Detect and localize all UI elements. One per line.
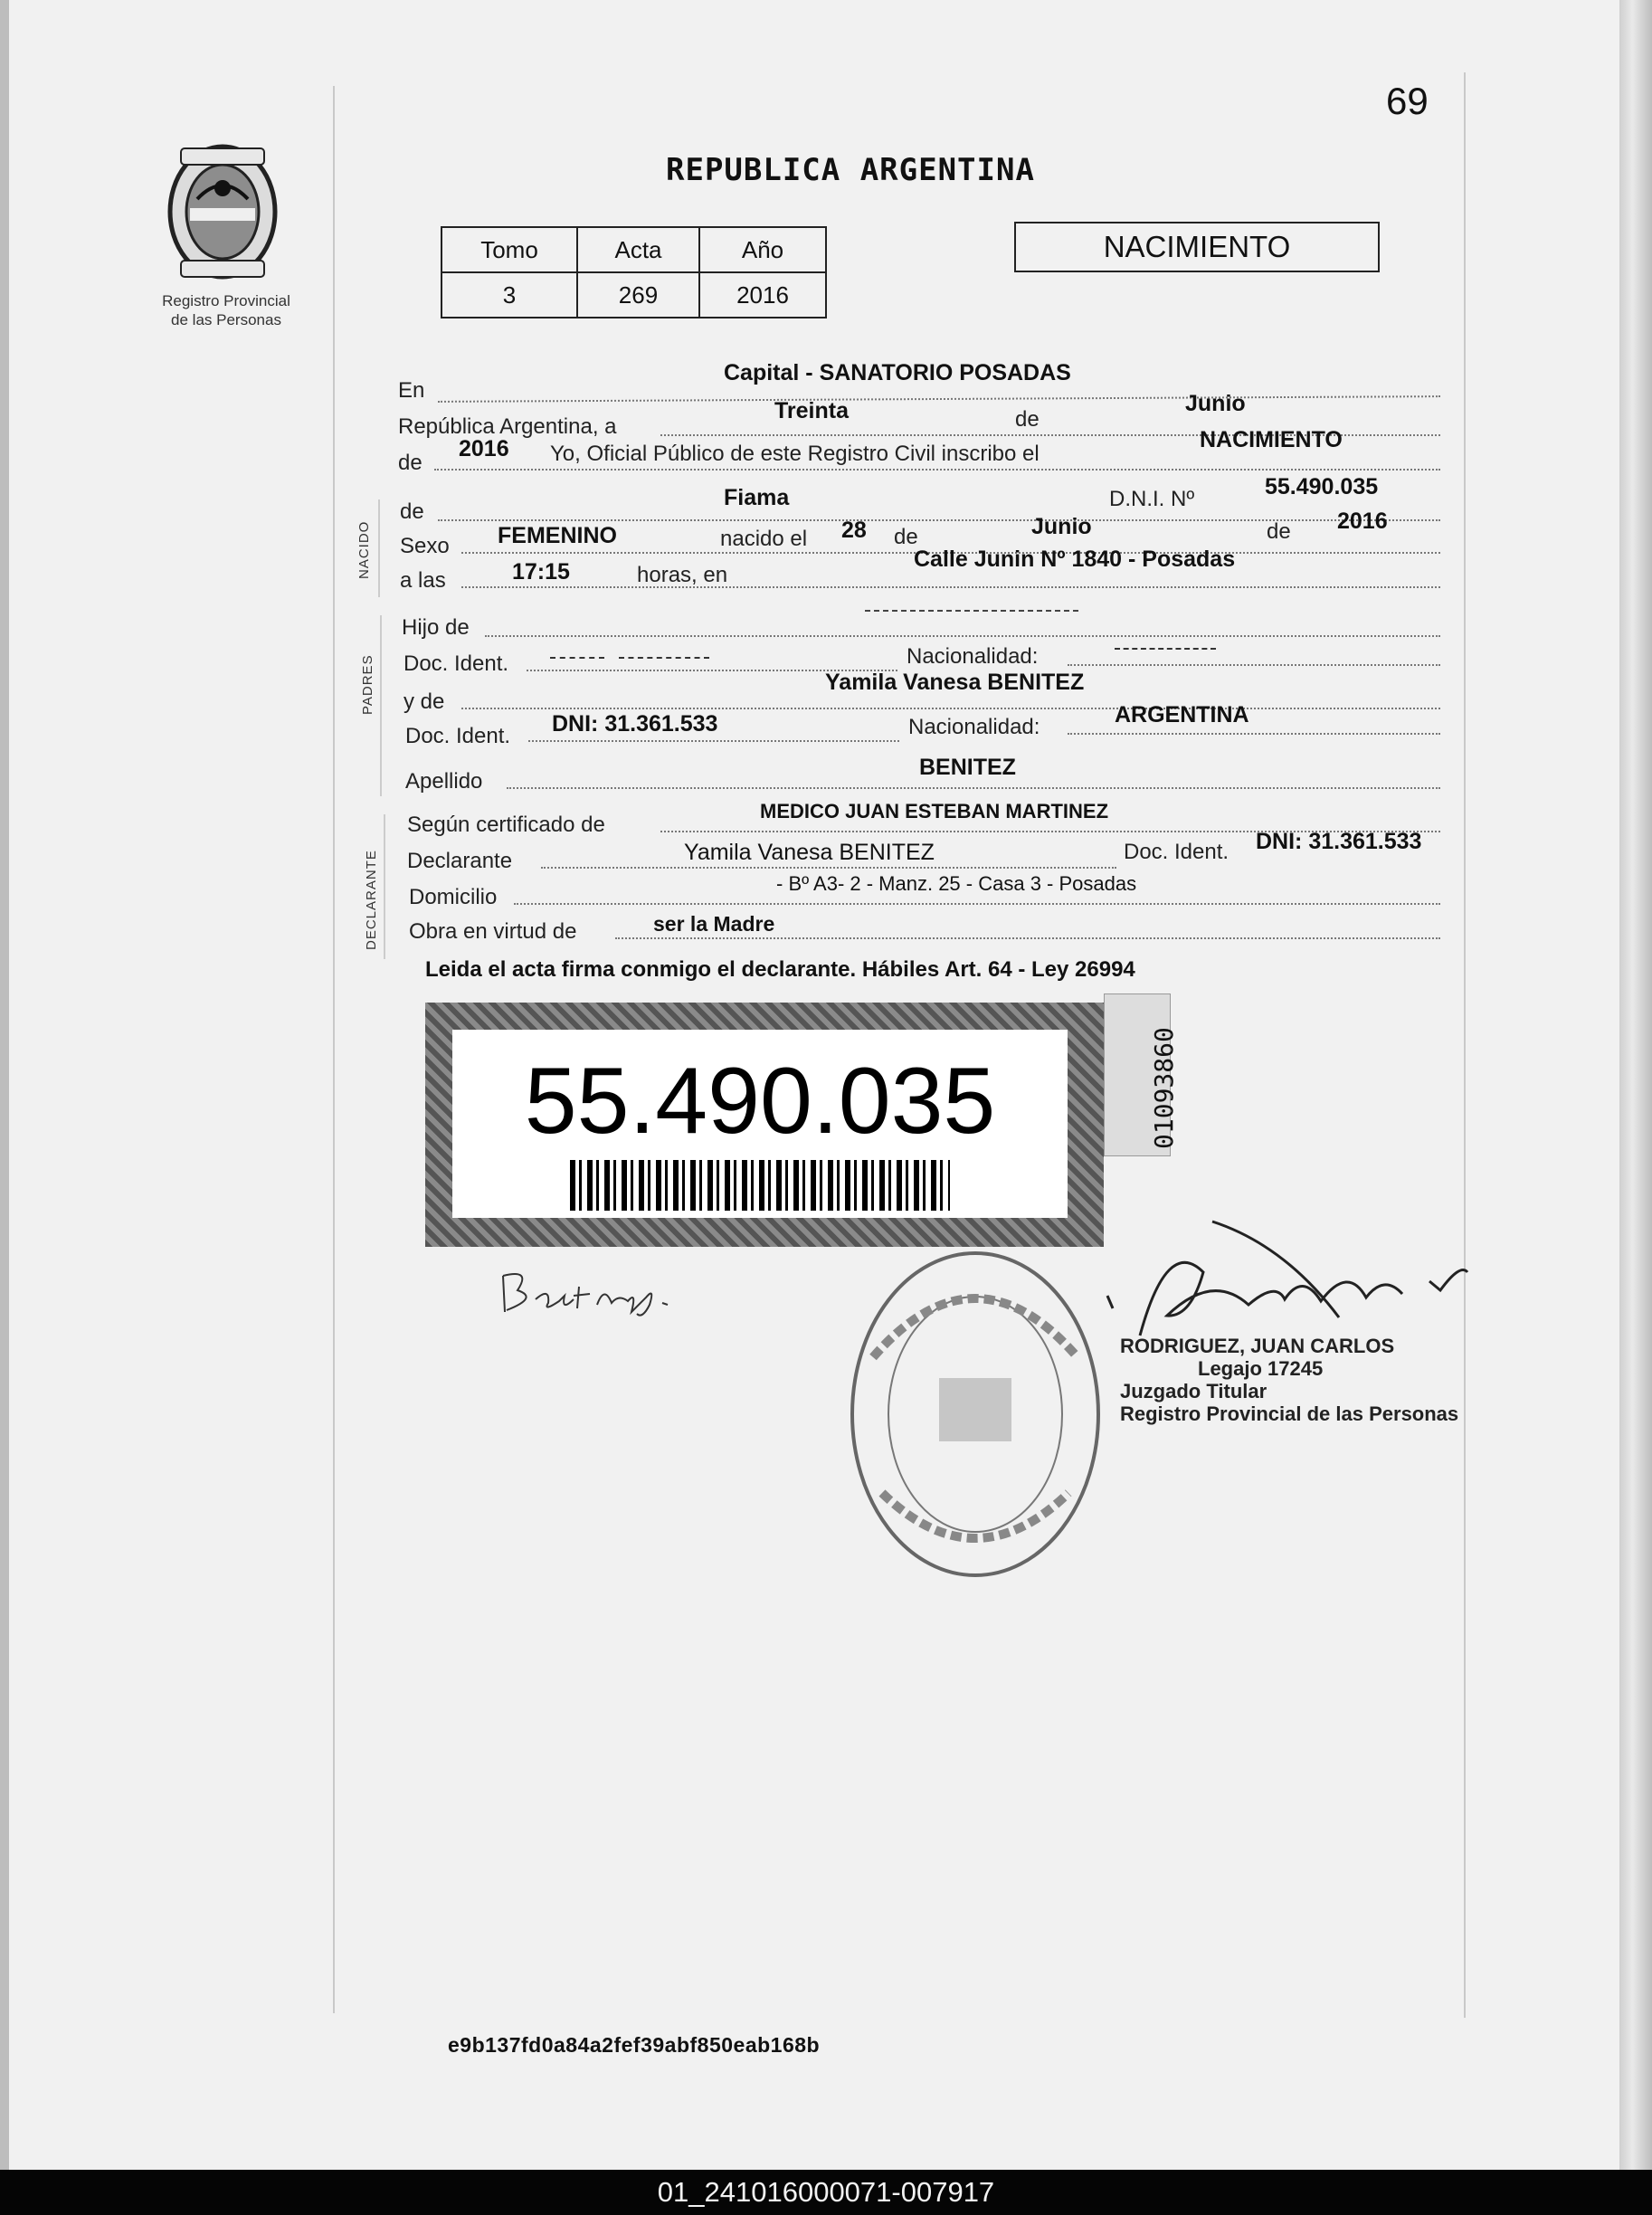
tomo-value: 3 [441,272,577,318]
side-rule-padres [380,615,382,796]
apellido-label: Apellido [405,769,483,794]
acta-value: 269 [577,272,699,318]
declarante-doc: DNI: 31.361.533 [1256,829,1422,854]
obra-label: Obra en virtud de [409,919,577,944]
tomo-header: Tomo [441,227,577,272]
official-legajo: Legajo 17245 [1198,1357,1324,1380]
side-rule-nacido [378,499,380,597]
sticker-serial: 01093860 [1149,1027,1179,1149]
obra-line [615,937,1440,939]
father-line [485,635,1440,637]
certificado-label: Según certificado de [407,813,605,837]
declarant-signature [496,1260,677,1319]
hijo-label: Hijo de [402,615,470,640]
official-signature [1104,1218,1484,1354]
day-text: Treinta [774,398,849,423]
official-name: RODRIGUEZ, JUAN CARLOS [1120,1335,1395,1357]
birth-place: Calle Junin Nº 1840 - Posadas [914,547,1236,572]
inscribe-line [434,469,1440,471]
father-nationality-label: Nacionalidad: [907,644,1039,669]
page-number: 69 [1386,80,1429,122]
left-margin-line [333,86,335,2013]
closing-statement: Leida el acta firma conmigo el declarante. Hábiles Art. 64 - Ley 26994 [425,957,1135,982]
anio-header: Año [699,227,826,272]
republica-label: República Argentina, a [398,414,617,439]
time-line [461,586,1440,588]
mother-name: Yamila Vanesa BENITEZ [825,670,1085,695]
official-block [1120,1335,1458,1425]
father-blank [865,610,1078,612]
mother-nationality-label: Nacionalidad: [908,715,1040,739]
de-label-3: de [400,499,424,524]
right-margin-line [1464,72,1466,2018]
declarante-name: Yamila Vanesa BENITEZ [684,840,935,865]
birth-day: 28 [841,518,867,543]
certificado-value: MEDICO JUAN ESTEBAN MARTINEZ [760,800,1109,822]
side-label-padres: PADRES [360,654,375,715]
en-label: En [398,378,425,403]
father-doc-blank-1 [550,657,604,659]
domicilio-line [514,903,1440,905]
record-type-box: NACIMIENTO [1014,222,1380,272]
nacido-label: nacido el [720,527,808,551]
horas-label: horas, en [637,563,728,587]
father-nationality-line [1068,664,1440,666]
apellido-value: BENITEZ [919,755,1016,780]
declarante-line [541,867,1116,869]
y-de-label: y de [404,689,445,714]
declarante-doc-label: Doc. Ident. [1124,840,1230,864]
logo-caption-line1: Registro Provincial [162,292,290,309]
domicilio-value: - Bº A3- 2 - Manz. 25 - Casa 3 - Posadas [776,872,1137,895]
domicilio-label: Domicilio [409,885,498,909]
mother-line [461,708,1440,709]
side-label-nacido: NACIDO [356,520,372,579]
birth-month: Junio [1031,514,1092,539]
yo-text: Yo, Oficial Público de este Registro Civil inscribo el [550,442,1040,466]
child-dni: 55.490.035 [1265,474,1379,499]
declarante-label: Declarante [407,849,513,873]
inscribo-value: NACIMIENTO [1200,427,1343,452]
obra-value: ser la Madre [653,912,775,936]
de-label: de [1015,407,1040,432]
mother-nationality-line [1068,733,1440,735]
child-name: Fiama [724,485,790,510]
birth-year: 2016 [1337,509,1388,534]
de-label-4: de [894,525,918,549]
dni-label: D.N.I. Nº [1109,487,1195,511]
official-seal [846,1249,1105,1580]
mother-doc-label: Doc. Ident. [405,724,511,748]
father-doc-blank-2 [619,657,709,659]
de-label-2: de [398,451,422,475]
country-title: REPUBLICA ARGENTINA [666,152,1035,188]
sexo-value: FEMENINO [498,523,617,548]
mother-doc-line [528,740,899,742]
side-label-declarante: DECLARANTE [364,850,379,950]
sticker-label-area [452,1030,1068,1218]
father-doc-label: Doc. Ident. [404,651,509,676]
birth-time: 17:15 [512,559,570,585]
apellido-line [507,787,1440,789]
provincia-misiones-emblem [154,136,291,290]
reference-table [441,226,827,318]
place-of-registration: Capital - SANATORIO POSADAS [724,360,1071,385]
sticker-dni-number: 55.490.035 [524,1049,996,1154]
footer-id-bar: 01_241016000071-007917 [0,2170,1652,2215]
de-label-5: de [1267,519,1291,544]
side-rule-declarante [384,814,385,959]
year: 2016 [459,436,509,461]
logo-caption-line2: de las Personas [171,311,281,328]
page-edge [1619,0,1652,2170]
mother-doc: DNI: 31.361.533 [552,711,718,737]
month: Junio [1185,391,1246,416]
acta-header: Acta [577,227,699,272]
mother-nationality: ARGENTINA [1115,702,1249,727]
official-office: Registro Provincial de las Personas [1120,1402,1459,1425]
dni-sticker [425,1003,1104,1247]
official-title: Juzgado Titular [1120,1380,1267,1402]
sexo-label: Sexo [400,534,450,558]
barcode [570,1160,950,1211]
father-nationality-blank [1115,648,1216,650]
a-las-label: a las [400,568,446,593]
document-hash: e9b137fd0a84a2fef39abf850eab168b [448,2033,821,2057]
logo-caption [136,291,317,329]
anio-value: 2016 [699,272,826,318]
